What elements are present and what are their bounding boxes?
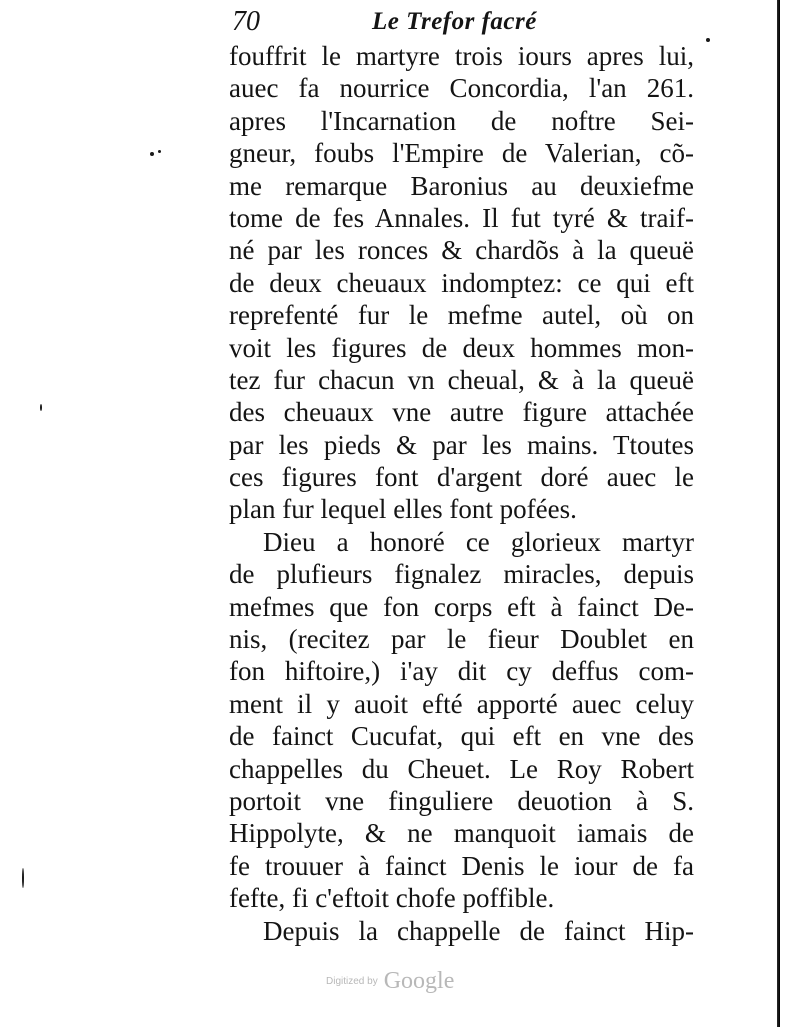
text-line: de fainct Cucufat, qui eft en vne des — [229, 721, 694, 752]
body-text — [229, 40, 694, 947]
digitization-watermark — [326, 968, 506, 998]
text-line: fe trouuer à fainct Denis le iour de fa — [229, 850, 694, 881]
page-edge-shadow — [777, 0, 780, 1027]
text-line: gneur, foubs l'Empire de Valerian, cõ- — [229, 138, 694, 169]
paragraph-start-line: Depuis la chappelle de fainct Hip- — [263, 915, 694, 946]
text-line: de plufieurs fignalez miracles, depuis — [229, 559, 694, 590]
text-line: né par les ronces & chardõs à la queuë — [229, 235, 694, 266]
text-line: fouffrit le martyre trois iours apres lui, — [229, 41, 694, 71]
text-line: fon hiftoire,) i'ay dit cy deffus com- — [229, 656, 694, 687]
ink-speck — [22, 868, 24, 888]
watermark-brand: Google — [383, 968, 455, 994]
text-line: chappelles du Cheuet. Le Roy Robert — [229, 753, 694, 784]
ink-speck — [158, 150, 161, 153]
paragraph-start-line: Dieu a honoré ce glorieux martyr — [263, 526, 694, 557]
text-line: Hippolyte, & ne manquoit iamais de — [229, 818, 694, 849]
text-line: tome de fes Annales. Il fut tyré & traif- — [229, 202, 694, 233]
text-line: nis, (recitez par le fieur Doublet en — [229, 624, 694, 655]
watermark-digitized-label: Digitized by — [326, 976, 378, 987]
text-line: de deux cheuaux indomptez: ce qui eft — [229, 267, 694, 298]
text-line: ment il y auoit efté apporté auec celuy — [229, 688, 694, 719]
running-head: Le Trefor facré — [372, 8, 537, 35]
text-line: ces figures font d'argent doré auec le — [229, 462, 694, 493]
text-line: voit les figures de deux hommes mon- — [229, 332, 694, 363]
text-line: plan fur lequel elles font pofées. — [229, 494, 577, 525]
text-line: auec fa nourrice Concordia, l'an 261. — [229, 73, 694, 104]
text-line: portoit vne finguliere deuotion à S. — [229, 785, 694, 816]
text-line: reprefenté fur le mefme autel, où on — [229, 300, 694, 331]
text-line: apres l'Incarnation de noftre Sei- — [229, 105, 694, 136]
text-line: tez fur chacun vn cheual, & à la queuë — [229, 364, 694, 395]
ink-speck — [706, 38, 710, 42]
ink-speck — [40, 404, 42, 411]
page-number: 70 — [232, 6, 260, 37]
ink-speck — [150, 152, 154, 156]
text-line: des cheuaux vne autre figure attachée — [229, 397, 694, 428]
text-line: fefte, fi c'eftoit chofe poffible. — [229, 883, 555, 914]
text-line: par les pieds & par les mains. Ttoutes — [229, 429, 694, 460]
page-header — [232, 6, 692, 40]
text-line: me remarque Baronius au deuxiefme — [229, 170, 694, 201]
text-line: mefmes que fon corps eft à fainct De- — [229, 591, 694, 622]
